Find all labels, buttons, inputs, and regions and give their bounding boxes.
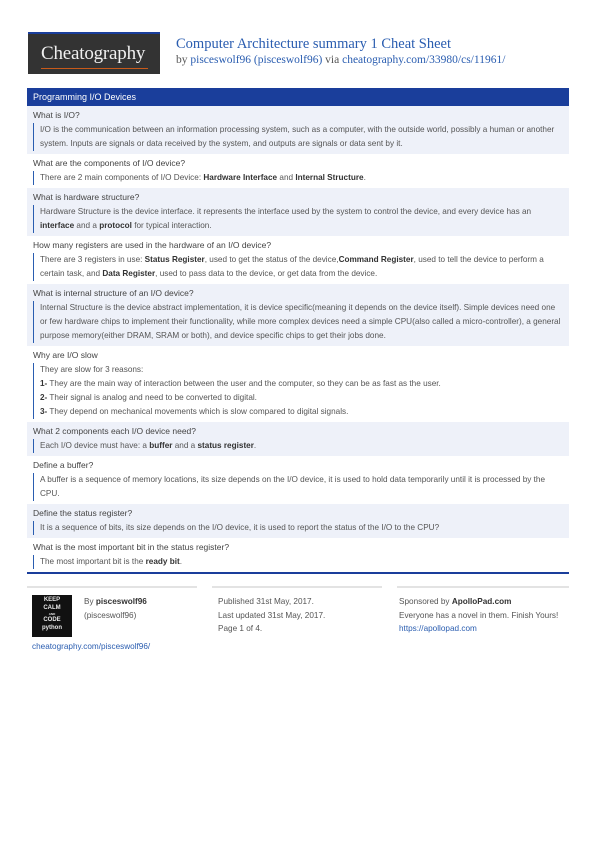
qa-item (27, 346, 569, 422)
answer-text: They are slow for 3 reasons: (40, 365, 144, 374)
footer-author-col (27, 586, 197, 656)
answer (33, 473, 561, 501)
qa-item (27, 236, 569, 284)
answer (33, 363, 561, 419)
qa-item (27, 154, 569, 188)
answer (33, 555, 561, 569)
answer-text: There are 3 registers in use: (40, 255, 145, 264)
author-link[interactable]: pisceswolf96 (pisceswolf96) (190, 54, 323, 66)
question: Define a buffer? (33, 460, 94, 470)
answer-text: and a (74, 221, 100, 230)
page-number: Page 1 of 4. (218, 624, 263, 633)
cheatography-logo[interactable] (28, 32, 160, 74)
sponsor-tagline: Everyone has a novel in them. Finish Yours! (399, 610, 559, 620)
answer (33, 171, 561, 185)
answer-text: . (253, 441, 257, 450)
question: What are the components of I/O device? (33, 158, 186, 168)
question: Define the status register? (33, 508, 133, 518)
page-footer (27, 586, 569, 656)
answer (33, 439, 561, 453)
updated-date: Last updated 31st May, 2017. (218, 610, 326, 620)
sponsored-prefix: Sponsored by (399, 597, 450, 606)
answer-text: for typical interaction. (131, 221, 212, 230)
sponsor-url[interactable]: https://apollopad.com (399, 624, 477, 633)
footer-sponsor-col (397, 586, 569, 656)
answer (33, 123, 561, 151)
answer-bold: 3- (40, 407, 48, 416)
qa-item (27, 456, 569, 504)
answer (33, 253, 561, 281)
byline (176, 53, 505, 68)
footer-author-name: pisceswolf96 (95, 597, 147, 606)
qa-item (27, 188, 569, 236)
avatar-line: KEEP (43, 597, 61, 603)
author-avatar[interactable] (32, 595, 72, 637)
footer-publish-col (212, 586, 382, 656)
by-label: By (84, 597, 94, 606)
answer-text: They are the main way of interaction between the user and the computer, so they can be as fast as the user. (47, 379, 441, 388)
question: What is hardware structure? (33, 192, 140, 202)
page-header (28, 32, 568, 74)
answer-text: and a (172, 441, 198, 450)
answer-text: . (179, 557, 182, 566)
answer-bold: Command Register (338, 255, 414, 264)
logo-text: Cheatography (41, 43, 146, 64)
answer-text: , used to tell the device to perform a certain task, and (40, 255, 544, 278)
answer-line (40, 405, 561, 419)
published-date: Published 31st May, 2017. (218, 597, 314, 606)
answer-bold: protocol (99, 221, 132, 230)
logo-underline (41, 68, 148, 69)
question: How many registers are used in the hardware of an I/O device? (33, 240, 272, 250)
section-title: Programming I/O Devices (27, 88, 569, 106)
avatar-line: CALM (43, 604, 61, 611)
answer-bold: ready bit (145, 557, 180, 566)
answer-text: I/O is the communication between an information processing system, such as a computer, with the outside world, possibly a human or another system. Inputs are signals or data received by the system, and outputs are signals or data sent by it. (40, 125, 555, 148)
footer-author-handle: (pisceswolf96) (84, 610, 137, 620)
avatar-line: AND (48, 612, 56, 616)
question: What 2 components each I/O device need? (33, 426, 197, 436)
answer-text: , used to pass data to the device, or get data from the device. (155, 269, 378, 278)
answer-bold: 2- (40, 393, 48, 402)
footer-author-url[interactable]: cheatography.com/pisceswolf96/ (32, 642, 151, 651)
answer-text: Their signal is analog and need to be converted to digital. (47, 393, 257, 402)
answer-text: Internal Structure is the device abstract implementation, it is device specific(meaning it depends on the device itself). Simple devices need one or few hardware chips to implement their functionality, while more complex devices need a simple CPU(also called a micro-controller), a general purpose memory(either DRAM, SRAM or both), and device specific chips to get their jobs done. (40, 303, 561, 340)
question: What is internal structure of an I/O device? (33, 288, 194, 298)
answer-text: A buffer is a sequence of memory locations, its size depends on the I/O device, it is used to hold data temporarily until it is processed by the CPU. (40, 475, 546, 498)
answer-line (40, 377, 561, 391)
qa-item (27, 106, 569, 154)
answer-line (40, 391, 561, 405)
title-block (176, 36, 505, 68)
answer-bold: Data Register (102, 269, 156, 278)
page-title: Computer Architecture summary 1 Cheat Sheet (176, 36, 452, 52)
qa-item (27, 538, 569, 572)
answer-text: , used to get the status of the device, (204, 255, 339, 264)
answer-text: . (363, 173, 366, 182)
answer-text: Hardware Structure is the device interface. it represents the interface used by the system to control the device, and every device has an (40, 207, 532, 216)
sponsor-name: ApolloPad.com (451, 597, 512, 606)
answer (33, 521, 561, 535)
answer-bold: buffer (149, 441, 173, 450)
answer (33, 301, 561, 343)
answer-text: and (277, 173, 296, 182)
qa-item (27, 504, 569, 538)
avatar-line: CODE (43, 617, 61, 623)
answer-text: The most important bit is the (40, 557, 146, 566)
answer-text: Each I/O device must have: a (40, 441, 150, 450)
section-programming-io (27, 88, 569, 574)
answer-bold: 1- (40, 379, 48, 388)
sponsor-info (399, 595, 569, 636)
avatar-line: python (42, 624, 62, 631)
sheet-url-link[interactable]: cheatography.com/33980/cs/11961/ (342, 54, 506, 66)
question: Why are I/O slow (33, 350, 98, 360)
qa-item (27, 284, 569, 346)
question: What is I/O? (33, 110, 80, 120)
answer-bold: status register (197, 441, 254, 450)
answer-line (40, 363, 561, 377)
answer-bold: Internal Structure (295, 173, 364, 182)
publish-info (218, 595, 325, 636)
answer-bold: Status Register (144, 255, 205, 264)
question: What is the most important bit in the status register? (33, 542, 230, 552)
answer-text: They depend on mechanical movements which is slow compared to digital signals. (47, 407, 349, 416)
answer-bold: Hardware Interface (203, 173, 278, 182)
answer-text: It is a sequence of bits, its size depends on the I/O device, it is used to report the status of the I/O to the CPU? (40, 523, 440, 532)
answer-bold: interface (40, 221, 75, 230)
answer (33, 205, 561, 233)
by-prefix: by (176, 54, 188, 66)
qa-item (27, 422, 569, 456)
answer-text: There are 2 main components of I/O Device: (40, 173, 204, 182)
via-label: via (325, 54, 340, 66)
footer-author (84, 595, 147, 622)
qa-list (27, 106, 569, 572)
